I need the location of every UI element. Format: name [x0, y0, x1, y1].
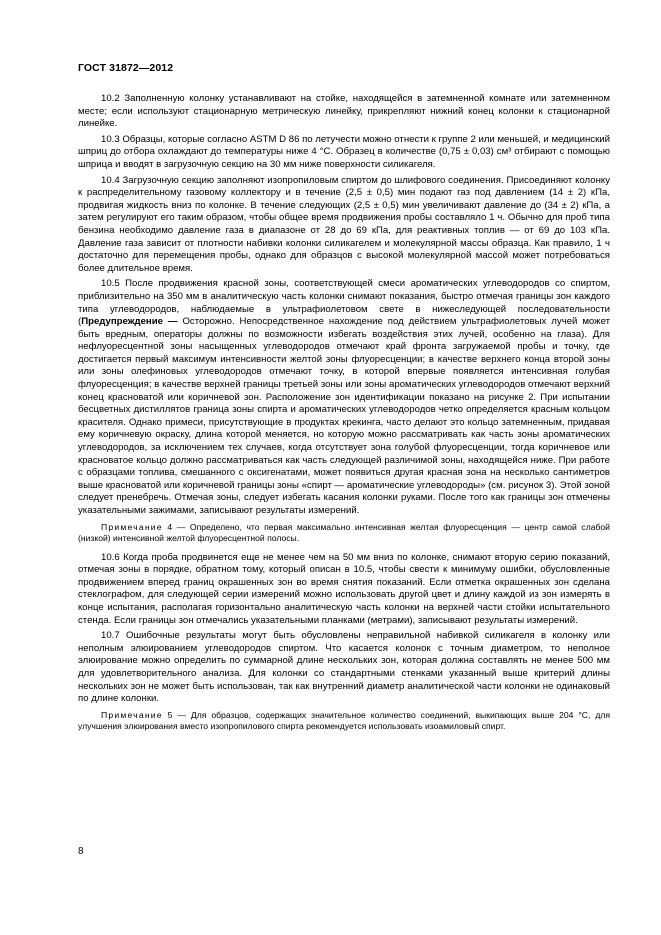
paragraph-10-2: 10.2 Заполненную колонку устанавливают на стойке, находящейся в затемненной комнате или затемненном месте; если используют стационарную метрическую линейку, прикрепляют нижний конец колонки к стационарной линейке.	[78, 93, 610, 130]
paragraph-10-5-part-a: 10.5 После продвижения красной зоны, соответствующей смеси ароматических углеводородов со спиртом, приблизительно на 350 мм в аналитическую часть колонки снимают показания, быстро отмечая границы зон каждого типа углеводородов, наблюдаемые в ультрафиолетовом свете в нижеследующей последовательности (	[78, 278, 610, 328]
page-number: 8	[78, 846, 84, 857]
note-4-text: 4 — Определено, что первая максимально интенсивная желтая флуоресценция — центр самой слабой (низкой) интенсивной желтой флуоресцентной полосы.	[78, 521, 610, 544]
paragraph-10-3: 10.3 Образцы, которые согласно ASTM D 86 по летучести можно отнести к группе 2 или меньшей, и медицинский шприц до отбора охлаждают до температуры ниже 4 °С. Образец в количестве (0,75 ± 0,03) см³ отбирают с помощью шприца и вводят в загрузочную секцию на 30 мм ниже поверхности силикагеля.	[78, 133, 610, 170]
note-5-text: 5 — Для образцов, содержащих значительное количество соединений, выкипающих выше 204 °С, для улучшения элюирования вместо изопропилового спирта рекомендуется использовать изоамиловый спирт.	[78, 709, 610, 732]
paragraph-10-5-part-b: Осторожно. Непосредственное нахождение под действием ультрафиолетовых лучей может быть вредным, операторы должны по возможности избегать воздействия этих лучей, особенно на глаза). Для нефлуоресцентной зоны насыщенных углеводородов отмечают край фронта загружаемой пробы и точку, где достигается первый максимум интенсивности желтой зоны флуоресценции; в качестве верхнего конца второй зоны или зоны олефиновых углеводородов отмечают точку, в которой впервые появляется интенсивная голубая флуоресценция; в качестве верхней границы третьей зоны или зоны ароматических углеводородов отмечают верхний конец красноватой или коричневой зон. Расположение зон идентификации показано на рисунке 2. При испытании бесцветных дистиллятов граница зоны спирта и ароматических углеводородов четко определяется красным кольцом красителя. Однако примеси, присутствующие в продуктах крекинга, часто делают это кольцо затемненным, придавая ему коричневую окраску, длина которой меняется, но которую можно рассматривать как часть зоны ароматических углеводородов, за исключением тех случаев, когда отсутствует зона голубой флуоресценции, тогда коричневое или красноватое кольцо должно рассматриваться как часть следующей различимой зоны, находящейся ниже. При работе с образцами топлива, смешанного с оксигенатами, может появиться другая красная зона на несколько сантиметров выше красноватой или коричневой границы зоны «спирт — ароматические углеводороды» (см. рисунок 3). Этой зоной следует пренебречь. Отмечая зоны, следует избегать касания колонки руками. После того как границы зон отмечены указательными зажимами, записывают результаты измерений.	[78, 316, 610, 516]
note-4	[78, 522, 610, 545]
paragraph-10-5	[78, 278, 610, 517]
note-4-label: Примечание	[101, 521, 163, 532]
warning-label: Предупреждение —	[81, 316, 178, 328]
document-code: ГОСТ 31872—2012	[78, 62, 174, 74]
document-body	[78, 93, 610, 740]
note-5-label: Примечание	[101, 709, 163, 720]
paragraph-10-7: 10.7 Ошибочные результаты могут быть обусловлены неправильной набивкой силикагеля в колонку или неполным элюированием углеводородов спиртом. Что касается колонок с точным диаметром, то неполное элюирование можно определить по суммарной длине нескольких зон, которая должна составлять не менее 500 мм для удовлетворительного анализа. Для колонки со стандартными стенками указанный выше критерий длины нескольких зон не может быть использован, так как внутренний диаметр аналитической части колонки не одинаковый по длине колонки.	[78, 630, 610, 705]
paragraph-10-6: 10.6 Когда проба продвинется еще не менее чем на 50 мм вниз по колонке, снимают вторую серию показаний, отмечая зоны в порядке, обратном тому, который описан в 10.5, чтобы свести к минимуму ошибки, обусловленные продвижением вперед границ окрашенных зон во время снятия показаний. Если отметка окрашенных зон сделана стеклографом, для следующей серии измерений можно использовать другой цвет и длину каждой из зон измерять в конце испытания, располагая горизонтально аналитическую часть колонки на верхней части стойки испытательного стенда. Если границы зон отмечались указательными планками (метрами), записывают результаты измерений.	[78, 551, 610, 626]
note-5	[78, 710, 610, 733]
paragraph-10-4: 10.4 Загрузочную секцию заполняют изопропиловым спиртом до шлифового соединения. Присоединяют колонку к распределительному газовому коллектору и в течение (2,5 ± 0,5) мин подают газ под давлением (14 ± 2) кПа, продвигая жидкость вниз по колонке. В течение следующих (2,5 ± 0,5) мин увеличивают давление до (34 ± 2) кПа, а затем регулируют его таким образом, чтобы общее время продвижения пробы составляло 1 ч. Обычно для проб типа бензина необходимо давление газа в диапазоне от 28 до 69 кПа, для реактивных топлив — от 69 до 103 кПа. Давление газа зависит от плотности набивки колонки силикагелем и молекулярной массы образца. Как правило, 1 ч достаточно для перемещения пробы, однако для образцов с высокой молекулярной массой может потребоваться более длительное время.	[78, 174, 610, 274]
